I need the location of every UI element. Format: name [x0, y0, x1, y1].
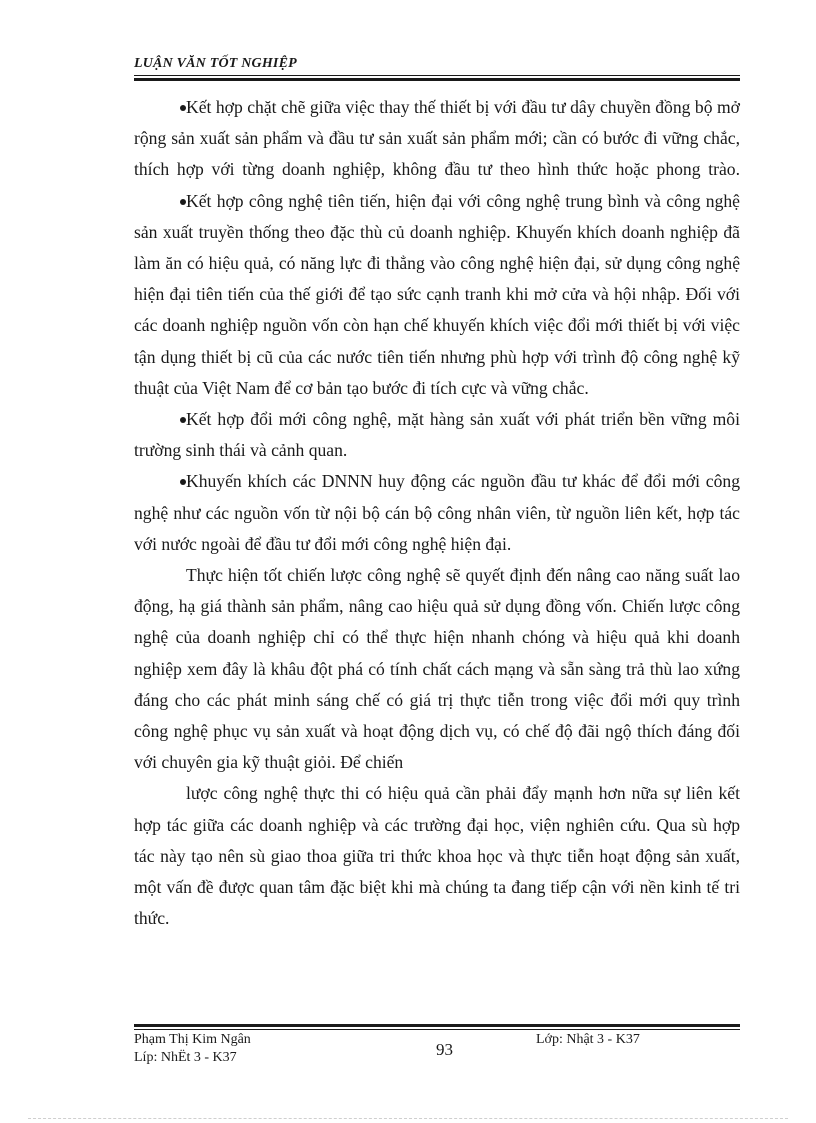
footer-author: Phạm Thị Kim Ngân: [134, 1032, 251, 1047]
bullet-paragraph-3: [134, 404, 740, 466]
page-number: 93: [436, 1040, 453, 1059]
body-paragraph-2: [134, 778, 740, 934]
paragraph-text: Thực hiện tốt chiến lược công nghệ sẽ quyết định đến nâng cao năng suất lao động, hạ giá thành sản phẩm, nâng cao hiệu quả sử dụng đồng vốn. Chiến lược công nghệ của doanh nghiệp chỉ có thể thực hiện nhanh chóng và hiệu quả khi doanh nghiệp xem đây là khâu đột phá có tính chất cách mạng và sẵn sàng trả thù lao xứng đáng cho các phát minh sáng chế có giá trị thực tiễn trong việc đổi mới quy trình công nghệ phục vụ sản xuất và hoạt động dịch vụ, có chế độ đãi ngộ thích đáng đối với chuyên gia kỹ thuật giỏi. Để chiến: [134, 565, 740, 773]
footer-rule-thin: [134, 1029, 740, 1030]
bullet-paragraph-1: [134, 92, 740, 186]
body-text: [134, 92, 740, 934]
paragraph-text: Kết hợp chặt chẽ giữa việc thay thế thiết bị với đầu tư dây chuyền đồng bộ mở rộng sản xuất sản phẩm và đầu tư sản xuất sản phẩm mới; cần có bước đi vững chắc, thích hợp với từng doanh nghiệp, không đầu tư theo hình thức hoặc phong trào.: [134, 97, 740, 180]
footer-rule-thick: [134, 1024, 740, 1027]
bullet-paragraph-2: [134, 186, 740, 404]
page-edge-divider: [28, 1118, 788, 1120]
footer-class-left: Líp: NhËt 3 - K37: [134, 1050, 237, 1065]
header-rule-thin: [134, 75, 740, 76]
bullet-icon: [180, 105, 186, 111]
bullet-paragraph-4: [134, 466, 740, 560]
bullet-icon: [180, 199, 186, 205]
paragraph-text: lược công nghệ thực thi có hiệu quả cần phải đẩy mạnh hơn nữa sự liên kết hợp tác giữa các doanh nghiệp và các trường đại học, viện nghiên cứu. Qua sù hợp tác này tạo nên sù giao thoa giữa tri thức khoa học và thực tiễn hoạt động sản xuất, một vấn đề được quan tâm đặc biệt khi mà chúng ta đang tiếp cận với nền kinh tế tri thức.: [134, 783, 740, 929]
paragraph-text: Khuyến khích các DNNN huy động các nguồn đầu tư khác để đổi mới công nghệ như các nguồn vốn từ nội bộ cán bộ công nhân viên, từ nguồn liên kết, hợp tác với nước ngoài để đầu tư đổi mới công nghệ hiện đại.: [134, 471, 740, 554]
bullet-icon: [180, 417, 186, 423]
header-rule-thick: [134, 78, 740, 81]
paragraph-text: Kết hợp đổi mới công nghệ, mặt hàng sản xuất với phát triển bền vững môi trường sinh thái và cảnh quan.: [134, 409, 740, 461]
header-title: LUẬN VĂN TỐT NGHIỆP: [134, 56, 297, 71]
footer-class-right: Lớp: Nhật 3 - K37: [536, 1032, 640, 1047]
paragraph-text: Kết hợp công nghệ tiên tiến, hiện đại với công nghệ trung bình và công nghệ sản xuất truyền thống theo đặc thù củ doanh nghiệp. Khuyến khích doanh nghiệp đã làm ăn có hiệu quả, có năng lực đi thẳng vào công nghệ hiện đại, sử dụng công nghệ hiện đại tiên tiến của thế giới để tạo sức cạnh tranh khi mở cửa và hội nhập. Đối với các doanh nghiệp nguồn vốn còn hạn chế khuyến khích việc đổi mới thiết bị với việc tận dụng thiết bị cũ của các nước tiên tiến nhưng phù hợp với trình độ công nghệ kỹ thuật của Việt Nam để cơ bản tạo bước đi tích cực và vững chắc.: [134, 190, 740, 398]
body-paragraph-1: [134, 560, 740, 778]
